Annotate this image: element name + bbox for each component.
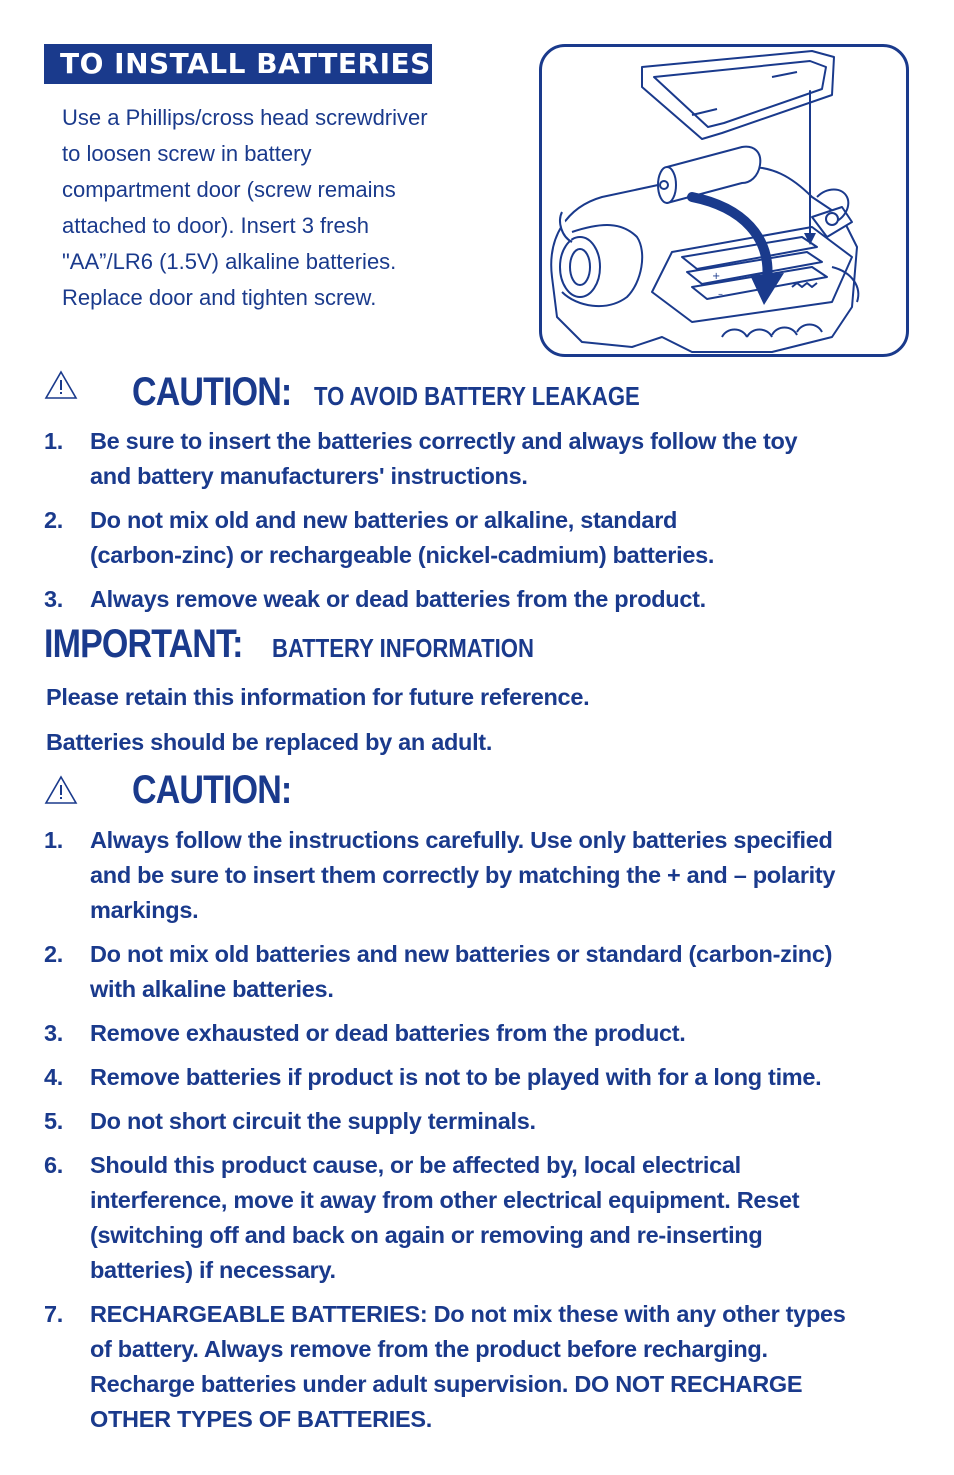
item-line: Always remove weak or dead batteries from the product. bbox=[90, 586, 706, 612]
toy-battery-compartment-drawing bbox=[542, 47, 906, 354]
list-item bbox=[44, 1148, 910, 1288]
caution-subtitle: TO AVOID BATTERY LEAKAGE bbox=[313, 381, 640, 411]
item-line: RECHARGEABLE BATTERIES: Do not mix these with any other types bbox=[90, 1301, 846, 1327]
item-line: Remove exhausted or dead batteries from the product. bbox=[90, 1020, 686, 1046]
list-item bbox=[44, 1060, 910, 1095]
item-number: 3. bbox=[44, 586, 63, 612]
item-number: 4. bbox=[44, 1064, 63, 1090]
list-item bbox=[44, 503, 910, 573]
list-item bbox=[44, 937, 910, 1007]
item-number: 5. bbox=[44, 1108, 63, 1134]
important-subtitle: BATTERY INFORMATION bbox=[272, 633, 535, 663]
list-item bbox=[44, 823, 910, 928]
install-line: "AA”/LR6 (1.5V) alkaline batteries. bbox=[62, 249, 397, 274]
install-batteries-title: TO INSTALL BATTERIES bbox=[44, 44, 432, 84]
important-line: Please retain this information for future reference. bbox=[46, 684, 590, 710]
plus-mark: + bbox=[712, 271, 721, 282]
item-number: 3. bbox=[44, 1020, 63, 1046]
item-line: Should this product cause, or be affected by, local electrical bbox=[90, 1152, 741, 1178]
item-number: 1. bbox=[44, 428, 63, 454]
item-line: (switching off and back on again or removing and re-inserting bbox=[90, 1222, 763, 1248]
caution-heading bbox=[132, 768, 320, 813]
important-heading bbox=[44, 622, 580, 667]
item-line: interference, move it away from other electrical equipment. Reset bbox=[90, 1187, 800, 1213]
item-line: markings. bbox=[90, 897, 199, 923]
item-line: Always follow the instructions carefully. Use only batteries specified bbox=[90, 827, 833, 853]
item-line: Do not short circuit the supply terminals. bbox=[90, 1108, 536, 1134]
important-line: Batteries should be replaced by an adult. bbox=[46, 729, 493, 755]
item-number: 1. bbox=[44, 827, 63, 853]
install-line: to loosen screw in battery bbox=[62, 141, 312, 166]
caution-heading bbox=[132, 370, 697, 415]
item-number: 2. bbox=[44, 507, 63, 533]
list-item bbox=[44, 1104, 910, 1139]
item-number: 7. bbox=[44, 1301, 63, 1327]
item-line: Be sure to insert the batteries correctly and always follow the toy bbox=[90, 428, 798, 454]
item-line: (carbon-zinc) or rechargeable (nickel-cadmium) batteries. bbox=[90, 542, 715, 568]
important-label: IMPORTANT: bbox=[44, 622, 243, 666]
install-line: Replace door and tighten screw. bbox=[62, 285, 377, 310]
item-line: of battery. Always remove from the product before recharging. bbox=[90, 1336, 768, 1362]
list-item bbox=[44, 1297, 910, 1437]
item-number: 2. bbox=[44, 941, 63, 967]
item-number: 6. bbox=[44, 1152, 63, 1178]
list-item bbox=[44, 424, 910, 494]
install-instructions bbox=[62, 100, 502, 316]
item-line: batteries) if necessary. bbox=[90, 1257, 336, 1283]
caution-list-2 bbox=[44, 823, 910, 1446]
caution-list-1 bbox=[44, 424, 910, 626]
list-item bbox=[44, 1016, 910, 1051]
item-line: with alkaline batteries. bbox=[90, 976, 334, 1002]
install-line: compartment door (screw remains bbox=[62, 177, 396, 202]
item-line: Do not mix old batteries and new batteries or standard (carbon-zinc) bbox=[90, 941, 833, 967]
install-line: Use a Phillips/cross head screwdriver bbox=[62, 105, 428, 130]
item-line: and battery manufacturers' instructions. bbox=[90, 463, 528, 489]
battery-illustration bbox=[539, 44, 909, 357]
caution-label: CAUTION: bbox=[132, 768, 292, 812]
warning-triangle-icon bbox=[44, 370, 78, 400]
caution-label: CAUTION: bbox=[132, 370, 292, 414]
item-line: Remove batteries if product is not to be played with for a long time. bbox=[90, 1064, 822, 1090]
item-line: OTHER TYPES OF BATTERIES. bbox=[90, 1406, 432, 1432]
list-item bbox=[44, 582, 910, 617]
install-line: attached to door). Insert 3 fresh bbox=[62, 213, 369, 238]
item-line: and be sure to insert them correctly by matching the + and – polarity bbox=[90, 862, 836, 888]
item-line: Recharge batteries under adult supervision. DO NOT RECHARGE bbox=[90, 1371, 803, 1397]
warning-triangle-icon bbox=[44, 775, 78, 805]
minus-mark: – bbox=[718, 289, 723, 300]
item-line: Do not mix old and new batteries or alkaline, standard bbox=[90, 507, 678, 533]
